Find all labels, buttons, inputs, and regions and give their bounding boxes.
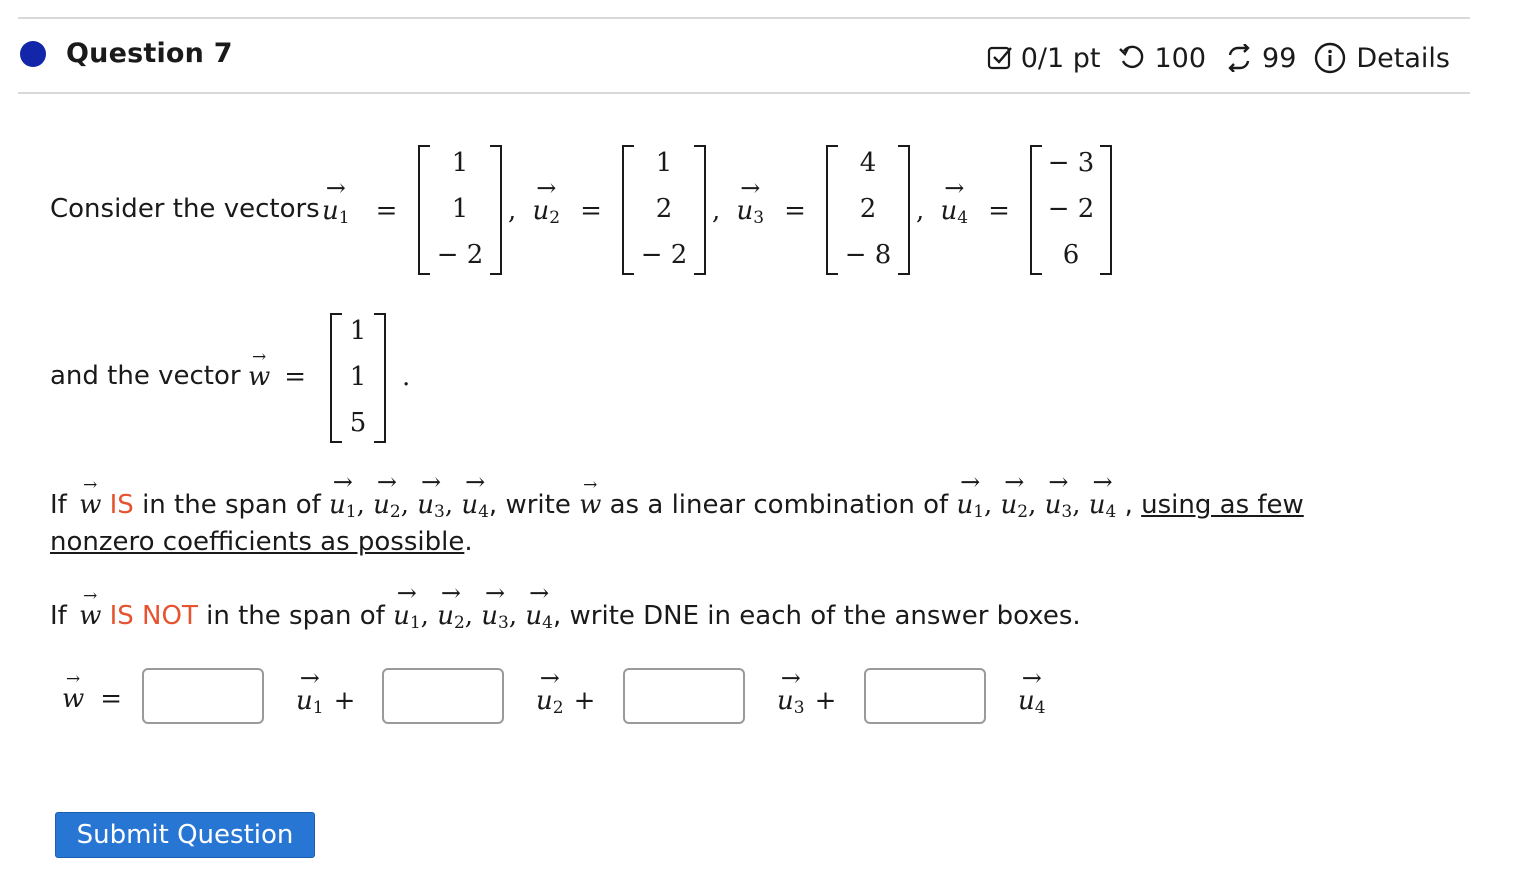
- u2-entry: 2: [655, 194, 673, 224]
- in-span-text-2: in the span of: [206, 601, 385, 631]
- coefficient-1-input[interactable]: [142, 668, 264, 724]
- w-entry: 1: [349, 316, 367, 346]
- w-entry: 1: [349, 362, 367, 392]
- is-span-line-1: If w → IS in the span of $u_1$ → , $u_2$ → , $u_3$ → , $u_4$ → , write w → as a linear combination of $u_1$ → , $u_2$ → , $u_3$ → , $u_4$ → , using as few: [50, 468, 1304, 522]
- u4-entry: − 3: [1047, 148, 1095, 178]
- line2-period: .: [464, 527, 473, 557]
- u4-bracket-right: [1100, 145, 1112, 275]
- question-title: Question 7: [66, 38, 233, 69]
- u2-term: $u_2$ → +: [536, 664, 596, 718]
- is-not-keyword: IS NOT: [109, 601, 198, 631]
- details-link[interactable]: Details: [1356, 42, 1450, 74]
- u3-matrix: [840, 140, 896, 278]
- u1-bracket-right: [490, 145, 502, 275]
- u3-label: , $u_3$ → =: [712, 174, 806, 228]
- lin-comb-text: as a linear combination of: [609, 490, 949, 520]
- intro-text: Consider the vectors: [50, 194, 320, 224]
- if-word-2: If: [50, 601, 67, 631]
- attempts-value: 99: [1262, 42, 1297, 74]
- retry-icon: [1118, 45, 1146, 71]
- answer-w-label: w → =: [62, 669, 123, 714]
- checkbox-icon: [987, 45, 1013, 71]
- u1-entry: 1: [451, 194, 469, 224]
- u1-entry: − 2: [436, 240, 484, 270]
- few-coefficients-a: using as few: [1141, 490, 1304, 520]
- u3-term: $u_3$ → +: [777, 664, 837, 718]
- info-icon[interactable]: [1314, 42, 1346, 74]
- coefficient-3-input[interactable]: [623, 668, 745, 724]
- u4-bracket-left: [1030, 145, 1042, 275]
- coefficient-2-input[interactable]: [382, 668, 504, 724]
- score-value: 0/1 pt: [1020, 42, 1101, 74]
- if-word: If: [50, 490, 67, 520]
- u2-entry: 1: [655, 148, 673, 178]
- u1-bracket-left: [418, 145, 430, 275]
- u1-matrix: [432, 140, 488, 278]
- is-keyword: IS: [109, 490, 134, 520]
- u3-bracket-right: [898, 145, 910, 275]
- u3-entry: 2: [859, 194, 877, 224]
- header-divider: [18, 92, 1470, 94]
- u4-entry: − 2: [1047, 194, 1095, 224]
- w-label: w → =: [248, 347, 307, 392]
- w-matrix: [340, 308, 376, 446]
- write-dne-text: , write DNE in each of the answer boxes.: [552, 601, 1081, 631]
- u3-entry: − 8: [844, 240, 892, 270]
- submit-question-button[interactable]: Submit Question: [55, 812, 315, 858]
- w-period: .: [402, 362, 411, 392]
- retries-value: 100: [1154, 42, 1207, 74]
- coefficient-4-input[interactable]: [864, 668, 986, 724]
- u2-matrix: [636, 140, 692, 278]
- is-span-line-2: [50, 527, 473, 557]
- u3-entry: 4: [859, 148, 877, 178]
- status-dot: [20, 41, 46, 67]
- u4-entry: 6: [1062, 240, 1080, 270]
- u2-bracket-right: [694, 145, 706, 275]
- u2-label: , $u_2$ → =: [508, 174, 602, 228]
- u4-label: , $u_4$ → =: [916, 174, 1010, 228]
- u1-term: $u_1$ → +: [296, 664, 356, 718]
- in-span-text: in the span of: [142, 490, 321, 520]
- few-coefficients-b: nonzero coefficients as possible: [50, 527, 465, 557]
- u1-entry: 1: [451, 148, 469, 178]
- question-header: [20, 38, 233, 69]
- u4-matrix: [1042, 140, 1100, 278]
- is-not-span-line: If w → IS NOT in the span of $u_1$ → , $u_2$ → , $u_3$ → , $u_4$ → , write DNE in each of the answer boxes.: [50, 579, 1081, 633]
- u2-bracket-left: [622, 145, 634, 275]
- w-entry: 5: [349, 408, 367, 438]
- and-vector-text: and the vector: [50, 361, 241, 391]
- u2-entry: − 2: [640, 240, 688, 270]
- u1-label: $u_1$ → =: [322, 174, 398, 228]
- attempts-icon: [1224, 44, 1254, 72]
- u4-term: $u_4$ →: [1018, 664, 1046, 718]
- u3-bracket-left: [826, 145, 838, 275]
- top-divider: [18, 17, 1470, 19]
- write-text: , write: [488, 490, 571, 520]
- question-meta: [987, 42, 1450, 74]
